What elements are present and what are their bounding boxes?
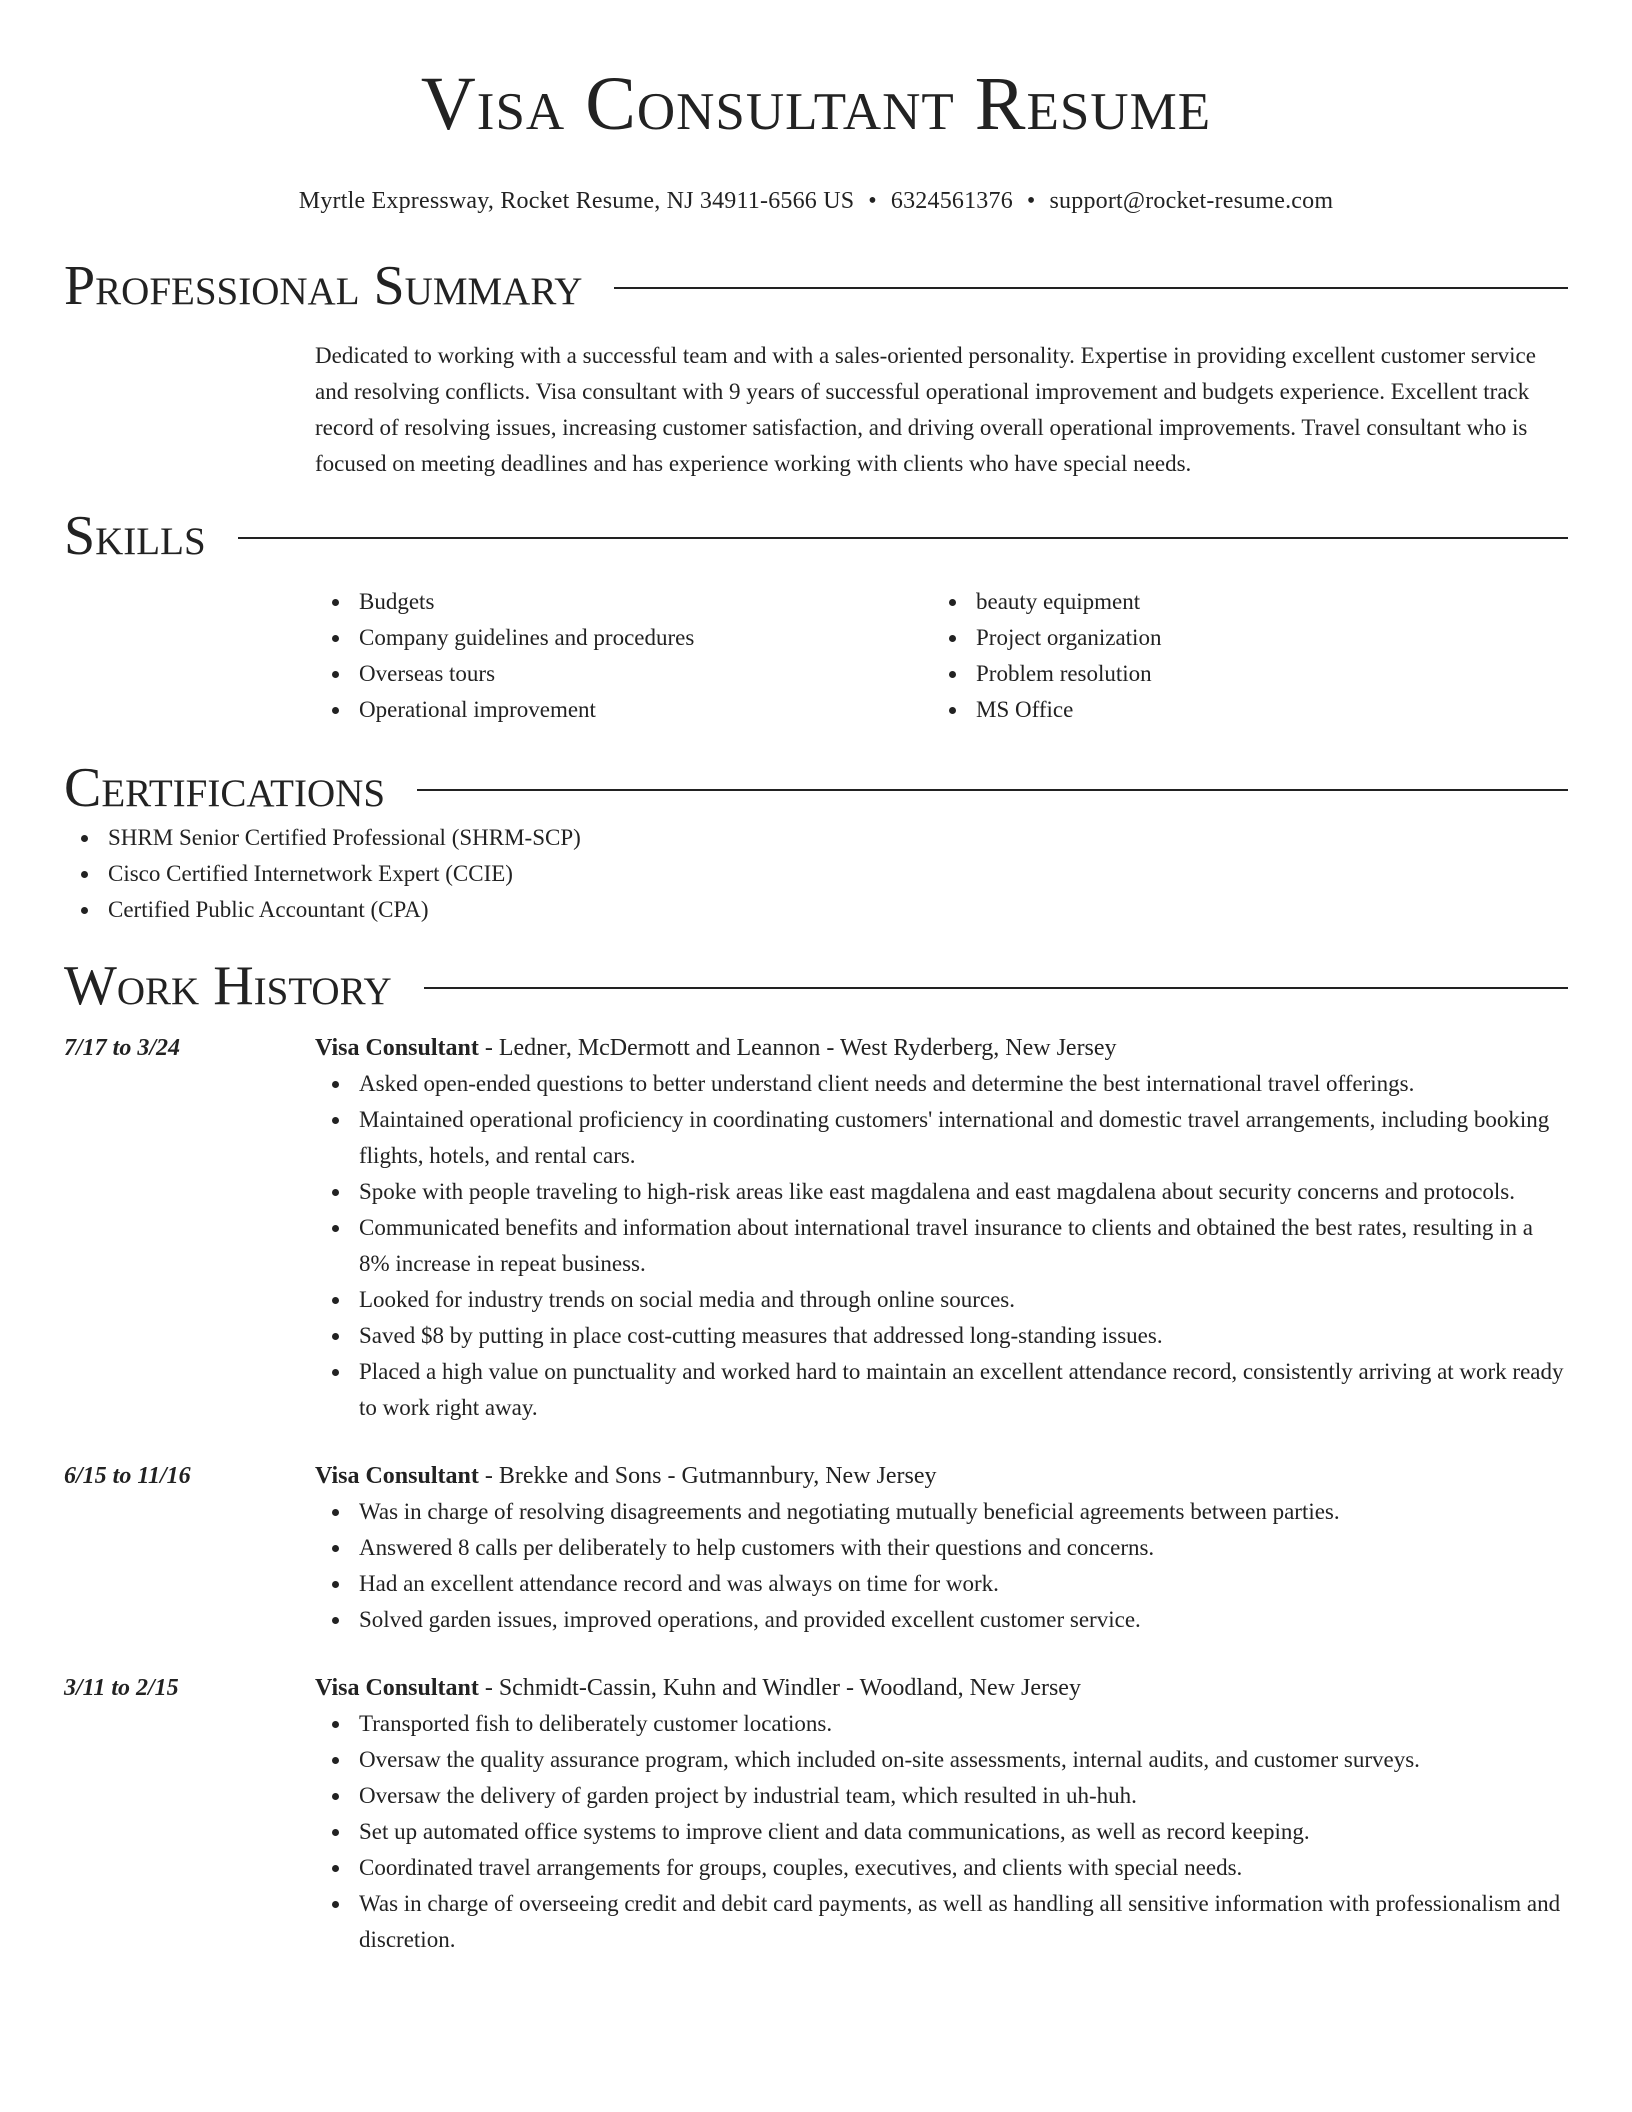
job-dates: 3/11 to 2/15 (64, 1675, 179, 1701)
job-entry (64, 1030, 1568, 1426)
work-heading: Work History (64, 955, 392, 1017)
job-title: Visa Consultant (315, 1675, 479, 1701)
skill-item: beauty equipment (932, 584, 1549, 620)
job-bullet: Placed a high value on punctuality and worked hard to maintain an excellent attendance record, consistently arriving at work ready to work right away. (315, 1354, 1568, 1426)
skills-column-left (315, 584, 932, 728)
job-bullet: Transported fish to deliberately customer locations. (315, 1706, 1568, 1742)
job-bullets (315, 1494, 1568, 1638)
work-section-header (64, 954, 1568, 1018)
job-bullet: Had an excellent attendance record and was always on time for work. (315, 1566, 1568, 1602)
job-entry (64, 1458, 1568, 1638)
separator-dot: • (1026, 188, 1036, 214)
job-employer: - Brekke and Sons - Gutmannbury, New Jersey (478, 1463, 937, 1489)
job-bullet: Maintained operational proficiency in coordinating customers' international and domestic travel arrangements, including booking flights, hotels, and rental cars. (315, 1102, 1568, 1174)
skills-heading: Skills (64, 505, 206, 567)
job-bullets (315, 1066, 1568, 1426)
job-dates: 6/15 to 11/16 (64, 1463, 191, 1489)
skill-item: Operational improvement (315, 692, 932, 728)
job-bullet: Coordinated travel arrangements for groups, couples, executives, and clients with special needs. (315, 1850, 1568, 1886)
skills-column-right (932, 584, 1549, 728)
job-employer: - Schmidt-Cassin, Kuhn and Windler - Woodland, New Jersey (478, 1675, 1081, 1701)
job-bullet: Was in charge of overseeing credit and debit card payments, as well as handling all sensitive information with professionalism and discretion. (315, 1886, 1568, 1958)
skill-item: Problem resolution (932, 656, 1549, 692)
job-title: Visa Consultant (315, 1463, 479, 1489)
skills-section-header (64, 504, 1568, 568)
job-bullet: Asked open-ended questions to better understand client needs and determine the best international travel offerings. (315, 1066, 1568, 1102)
job-bullet: Saved $8 by putting in place cost-cutting measures that addressed long-standing issues. (315, 1318, 1568, 1354)
section-divider (238, 537, 1568, 539)
job-details (315, 1670, 1568, 1958)
job-bullet: Looked for industry trends on social media and through online sources. (315, 1282, 1568, 1318)
phone: 6324561376 (890, 188, 1013, 214)
job-header (315, 1458, 1568, 1494)
certification-item: Cisco Certified Internetwork Expert (CCIE) (64, 856, 1568, 892)
section-divider (614, 287, 1568, 289)
job-bullet: Oversaw the quality assurance program, which included on-site assessments, internal audits, and customer surveys. (315, 1742, 1568, 1778)
job-dates: 7/17 to 3/24 (64, 1035, 181, 1061)
skill-item: Budgets (315, 584, 932, 620)
certification-item: SHRM Senior Certified Professional (SHRM-SCP) (64, 820, 1568, 856)
summary-text: Dedicated to working with a successful team and with a sales-oriented personality. Expertise in providing excellent customer service and resolving conflicts. Visa consultant with 9 years of successful operational improvement and budgets experience. Excellent track record of resolving issues, increasing customer satisfaction, and driving overall operational improvements. Travel consultant who is focused on meeting deadlines and has experience working with clients who have special needs. (315, 343, 1536, 476)
job-employer: - Ledner, McDermott and Leannon - West Ryderberg, New Jersey (478, 1035, 1117, 1061)
section-divider (424, 987, 1568, 989)
contact-line (64, 186, 1568, 216)
job-title: Visa Consultant (315, 1035, 479, 1061)
job-bullet: Communicated benefits and information about international travel insurance to clients and obtained the best rates, resulting in a 8% increase in repeat business. (315, 1210, 1568, 1282)
job-bullet: Spoke with people traveling to high-risk areas like east magdalena and east magdalena about security concerns and protocols. (315, 1174, 1568, 1210)
job-entry (64, 1670, 1568, 1958)
certifications-heading: Certifications (64, 757, 386, 819)
job-bullet: Set up automated office systems to improve client and data communications, as well as record keeping. (315, 1814, 1568, 1850)
skill-item: Overseas tours (315, 656, 932, 692)
certification-item: Certified Public Accountant (CPA) (64, 892, 1568, 928)
job-details (315, 1458, 1568, 1638)
job-bullet: Answered 8 calls per deliberately to help customers with their questions and concerns. (315, 1530, 1568, 1566)
job-bullet: Oversaw the delivery of garden project by industrial team, which resulted in uh-huh. (315, 1778, 1568, 1814)
job-details (315, 1030, 1568, 1426)
address: Myrtle Expressway, Rocket Resume, NJ 34911-6566 US (298, 188, 855, 214)
skill-item: MS Office (932, 692, 1549, 728)
job-bullets (315, 1706, 1568, 1958)
job-header (315, 1670, 1568, 1706)
job-header (315, 1030, 1568, 1066)
section-divider (417, 789, 1568, 791)
skills-list (315, 584, 1568, 728)
job-bullet: Solved garden issues, improved operations, and provided excellent customer service. (315, 1602, 1568, 1638)
skill-item: Company guidelines and procedures (315, 620, 932, 656)
job-bullet: Was in charge of resolving disagreements and negotiating mutually beneficial agreements between parties. (315, 1494, 1568, 1530)
email-link[interactable]: support@rocket-resume.com (1049, 188, 1334, 214)
certifications-list (64, 820, 1568, 928)
certifications-section-header (64, 756, 1568, 820)
separator-dot: • (868, 188, 877, 214)
resume-title: Visa Consultant Resume (420, 62, 1212, 146)
skill-item: Project organization (932, 620, 1549, 656)
summary-section-header (64, 254, 1568, 318)
summary-heading: Professional Summary (64, 255, 583, 317)
